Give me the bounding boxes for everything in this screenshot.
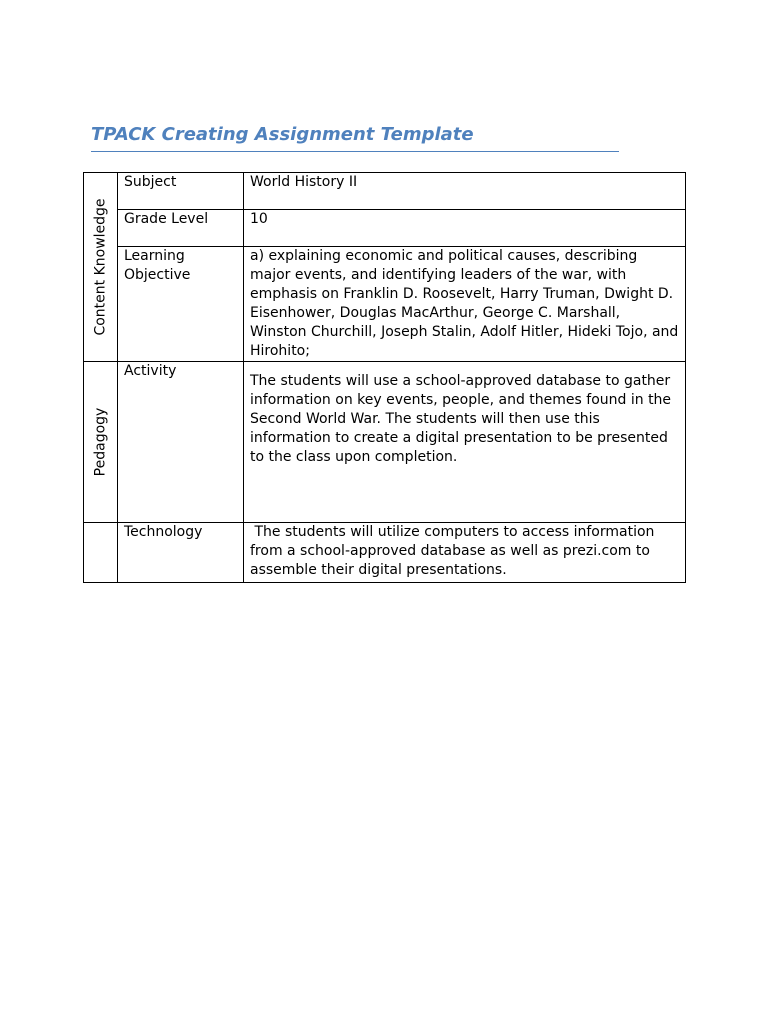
category-technology bbox=[84, 523, 118, 583]
category-label-content-knowledge: Content Knowledge bbox=[92, 198, 108, 336]
row-label-grade-level: Grade Level bbox=[118, 210, 244, 247]
row-label-learning-objective: Learning Objective bbox=[118, 247, 244, 362]
row-value-technology: The students will utilize computers to access information from a school-approved database as well as prezi.com to assemble their digital presentations. bbox=[244, 523, 686, 583]
row-label-activity: Activity bbox=[118, 362, 244, 523]
category-pedagogy bbox=[84, 362, 118, 523]
category-label-pedagogy: Pedagogy bbox=[92, 407, 108, 477]
table-row-technology bbox=[84, 523, 686, 583]
category-content-knowledge bbox=[84, 173, 118, 362]
row-value-activity: The students will use a school-approved database to gather information on key events, people, and themes found in the Second World War. The students will then use this information to create a digital presentation to be presented to the class upon completion. bbox=[250, 373, 672, 465]
title-underline bbox=[91, 151, 619, 152]
row-label-technology: Technology bbox=[118, 523, 244, 583]
table-row-grade-level bbox=[84, 210, 686, 247]
row-value-grade-level: 10 bbox=[244, 210, 686, 247]
table-row-learning-objective bbox=[84, 247, 686, 362]
row-value-learning-objective: a) explaining economic and political causes, describing major events, and identifying leaders of the war, with emphasis on Franklin D. Roosevelt, Harry Truman, Dwight D. Eisenhower, Douglas MacArthur, George C. Marshall, Winston Churchill, Joseph Stalin, Adolf Hitler, Hideki Tojo, and Hirohito; bbox=[244, 247, 686, 362]
row-label-subject: Subject bbox=[118, 173, 244, 210]
row-value-activity-cell bbox=[244, 362, 686, 523]
document-title: TPACK Creating Assignment Template bbox=[91, 124, 474, 145]
tpack-table bbox=[83, 172, 686, 583]
row-value-subject: World History II bbox=[244, 173, 686, 210]
table-row-activity bbox=[84, 362, 686, 523]
activity-spacer bbox=[250, 362, 679, 372]
table-row-subject bbox=[84, 173, 686, 210]
